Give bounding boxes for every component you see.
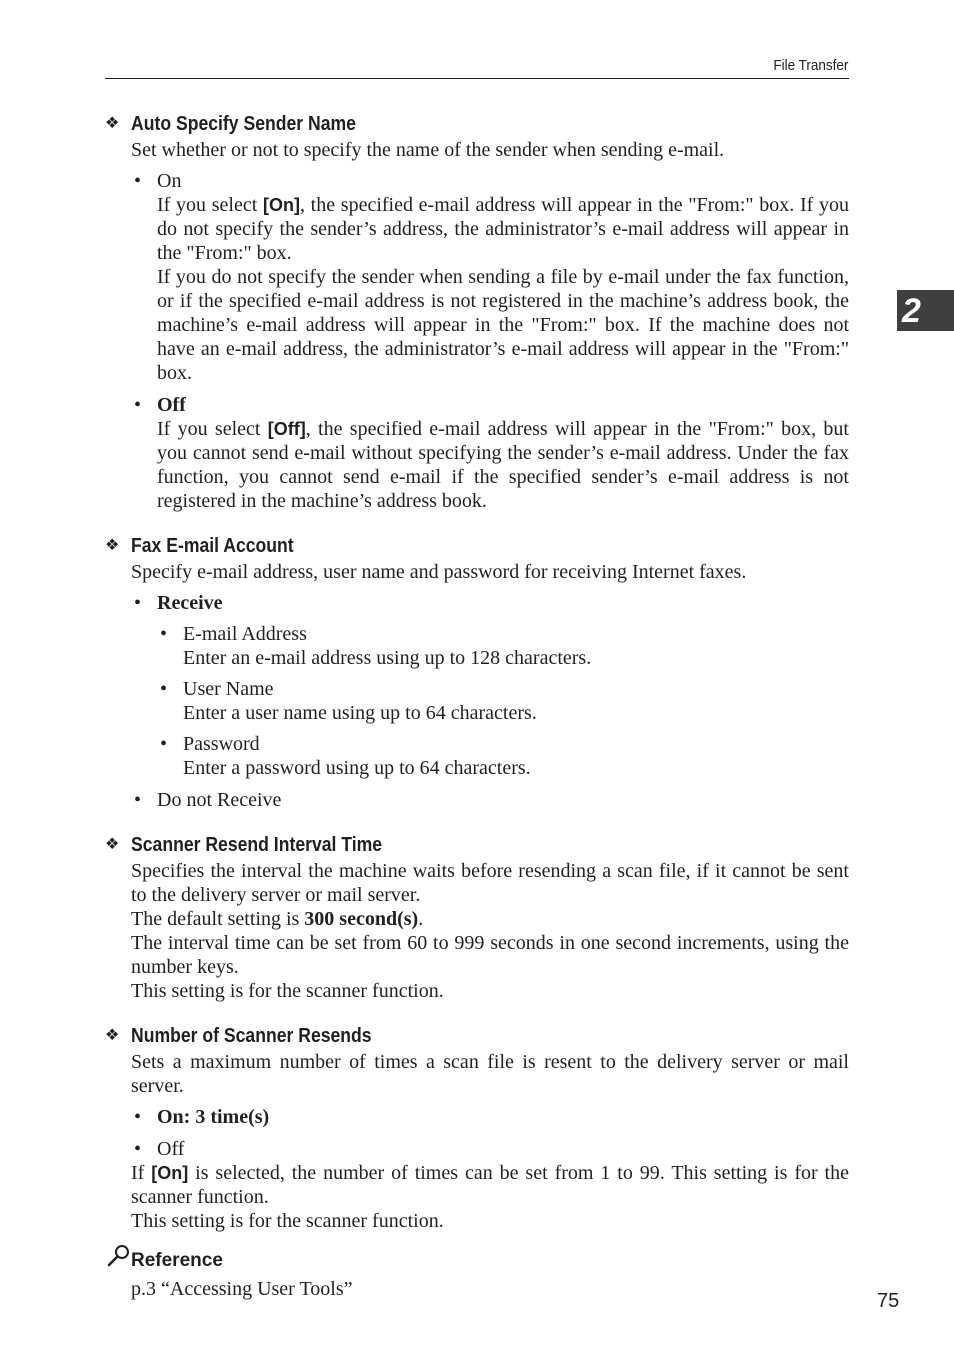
section-intro: Specify e-mail address, user name and password for receiving Internet faxes. xyxy=(131,561,747,583)
section-title: Number of Scanner Resends xyxy=(131,1025,372,1047)
sub-option-user-name xyxy=(157,677,849,725)
paragraph: Specifies the interval the machine waits before resending a scan file, if it cannot be sent to the delivery server or mail server. xyxy=(131,860,849,906)
paragraph: This setting is for the scanner function. xyxy=(131,1210,444,1232)
section-intro: Set whether or not to specify the name of the sender when sending e-mail. xyxy=(131,139,725,161)
option-label: On: 3 time(s) xyxy=(157,1106,270,1128)
section-auto-specify-sender-name xyxy=(105,108,849,513)
option-description-2: If you do not specify the sender when sending a file by e-mail under the fax function, or if the specified e-mail address is not registered in the machine’s address book, the machine’s e-mail address will appear in the "From:" box. If the machine does not have an e-mail address, the administrator’s e-mail address will appear in the "From:" box. xyxy=(157,266,849,384)
section-intro: Sets a maximum number of times a scan file is resent to the delivery server or mail server. xyxy=(131,1051,849,1097)
option-off xyxy=(131,393,849,513)
sub-option-label: E-mail Address xyxy=(183,623,307,645)
running-header-title: File Transfer xyxy=(772,57,848,74)
magnifier-icon xyxy=(107,1244,131,1268)
option-list xyxy=(131,1105,849,1161)
reference-link[interactable]: p.3 “Accessing User Tools” xyxy=(131,1278,353,1300)
default-value: 300 second(s) xyxy=(304,908,419,930)
sub-option-label: Password xyxy=(183,733,260,755)
page-content xyxy=(105,108,849,1301)
section-heading xyxy=(105,108,849,138)
section-number-of-scanner-resends xyxy=(105,1020,849,1233)
bullet-icon: • xyxy=(134,1138,142,1160)
sub-option-description: Enter a user name using up to 64 characters. xyxy=(183,702,537,724)
key-label: [Off] xyxy=(267,419,306,439)
default-setting: The default setting is 300 second(s). xyxy=(131,908,424,930)
bullet-icon: • xyxy=(160,623,168,645)
section-body xyxy=(131,859,849,1003)
bullet-icon: • xyxy=(134,394,142,416)
section-fax-email-account xyxy=(105,530,849,812)
diamond-bullet-icon: ❖ xyxy=(105,537,120,554)
paragraph: This setting is for the scanner function. xyxy=(131,980,444,1002)
bullet-icon: • xyxy=(160,678,168,700)
section-heading xyxy=(105,1020,849,1050)
paragraph: The interval time can be set from 60 to 999 seconds in one second increments, using the number keys. xyxy=(131,932,849,978)
sub-option-password xyxy=(157,732,849,780)
section-heading xyxy=(105,829,849,859)
diamond-bullet-icon: ❖ xyxy=(105,1027,120,1044)
sub-option-label: User Name xyxy=(183,678,274,700)
option-label: Receive xyxy=(157,592,223,614)
option-label: Do not Receive xyxy=(157,789,282,811)
option-label: Off xyxy=(157,394,186,416)
chapter-tab xyxy=(897,290,954,331)
section-title: Scanner Resend Interval Time xyxy=(131,834,383,856)
option-on xyxy=(131,1105,849,1129)
reference-block xyxy=(105,1250,849,1301)
diamond-bullet-icon: ❖ xyxy=(105,836,120,853)
section-scanner-resend-interval-time xyxy=(105,829,849,1003)
reference-label: Reference xyxy=(131,1250,223,1271)
sub-option-description: Enter a password using up to 64 characters. xyxy=(183,757,531,779)
option-receive xyxy=(131,591,849,780)
chapter-number: 2 xyxy=(902,292,921,330)
option-label: On xyxy=(157,170,182,192)
section-title: Auto Specify Sender Name xyxy=(131,113,356,135)
option-do-not-receive xyxy=(131,788,849,812)
option-description: If you select [On], the specified e-mail address will appear in the "From:" box. If you do not specify the sender’s address, the administrator’s e-mail address will appear in the "From:" box. xyxy=(157,194,850,264)
option-off xyxy=(131,1137,849,1161)
key-label: [On] xyxy=(262,195,300,215)
section-title: Fax E-mail Account xyxy=(131,535,294,557)
section-note: If [On] is selected, the number of times can be set from 1 to 99. This setting is for the scanner function. This setting is for the scanner function. xyxy=(131,1162,849,1232)
sub-option-description: Enter an e-mail address using up to 128 characters. xyxy=(183,647,592,669)
header-rule xyxy=(105,78,849,79)
sub-option-email-address xyxy=(157,622,849,670)
key-label: [On] xyxy=(151,1163,189,1183)
bullet-icon: • xyxy=(134,1106,142,1128)
bullet-icon: • xyxy=(160,733,168,755)
option-list xyxy=(131,591,849,812)
bullet-icon: • xyxy=(134,592,142,614)
page-number: 75 xyxy=(877,1290,900,1312)
bullet-icon: • xyxy=(134,170,142,192)
section-heading xyxy=(105,530,849,560)
option-on xyxy=(131,169,849,385)
diamond-bullet-icon: ❖ xyxy=(105,115,120,132)
option-description: If you select [Off], the specified e-mail address will appear in the "From:" box, but you cannot send e-mail without specifying the sender’s e-mail address. Under the fax function, you cannot send e-mail if the specified sender’s e-mail address is not registered in the machine’s address book. xyxy=(157,418,849,512)
option-list xyxy=(131,169,849,513)
option-label: Off xyxy=(157,1138,185,1160)
sub-option-list xyxy=(157,622,849,780)
bullet-icon: • xyxy=(134,789,142,811)
